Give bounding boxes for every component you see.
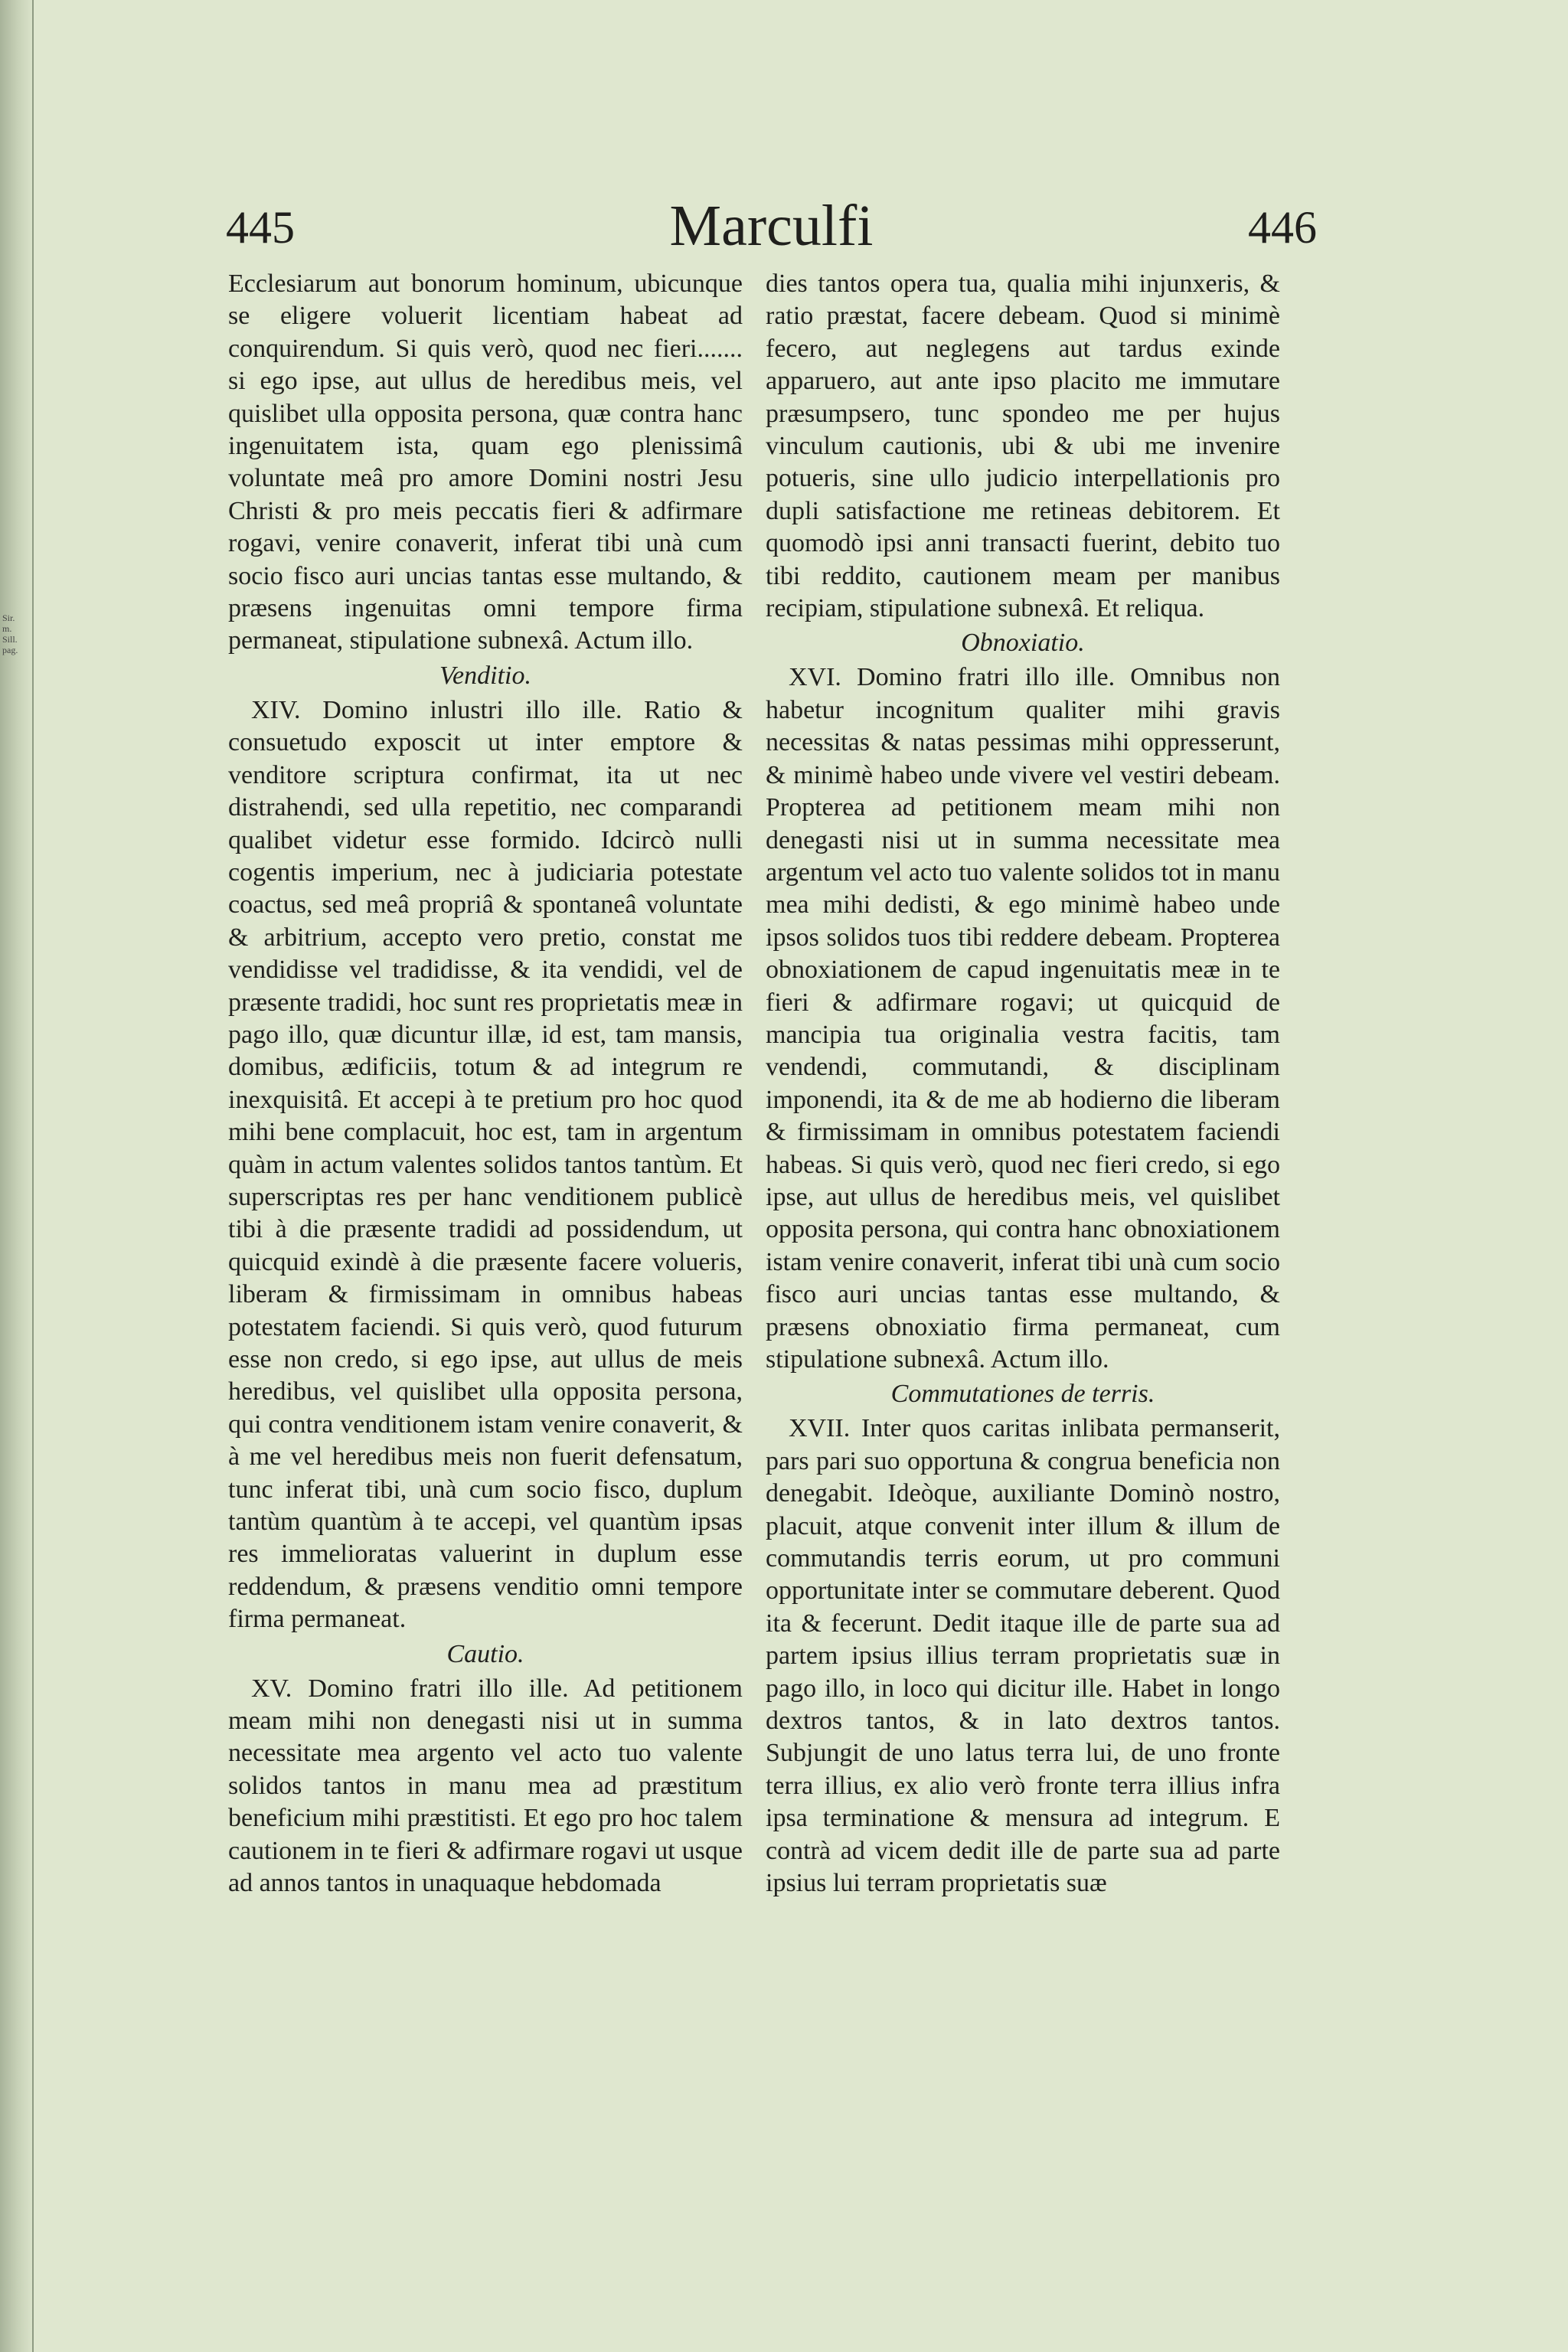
page-number-right: 446 <box>1248 202 1317 253</box>
paragraph: XVII. Inter quos caritas inlibata permanserit, pars pari suo opportuna & congrua beneficia non denegabit. Ideòque, auxiliante Dominò nostro, placuit, atque convenit inter illum & illum de commutandis terris eorum, ut pro communi opportunitate inter se commutare deberent. Quod ita & fecerunt. Dedit itaque ille de parte sua ad partem ipsius illius terram proprietatis suæ in pago illo, in loco qui dicitur ille. Habet in longo dextros tantos, & in lato dextros tantos. Subjungit de uno latus terra lui, de uno fronte terra illius, ex alio verò fronte terra illius infra ipsa terminatione & mensura ad integrum. E contrà ad vicem dedit ille de parte sua ad parte ipsius lui terram proprietatis suæ <box>766 1414 1280 1898</box>
paragraph: XVI. Domino fratri illo ille. Omnibus non habetur incognitum qualiter mihi gravis necessitas & natas pessimas mihi oppresserunt, & minimè habeo unde vivere vel vestiri debeam. Propterea ad petitionem meam mihi non denegasti nisi ut in summa necessitate mea argentum vel acto tuo valente solidos tot in manu mea mihi dedisti, & ego minimè habeo unde ipsos solidos tuos tibi reddere debeam. Propterea obnoxiationem de capud ingenuitatis meæ in te fieri & adfirmare rogavi; ut quicquid de mancipia tua originalia vestra facitis, tam vendendi, commutandi, & disciplinam imponendi, ita & de me ab hodierno die liberam & firmissimam in omnibus potestatem faciendi habeas. Si quis verò, quod nec fieri credo, si ego ipse, aut ullus de heredibus meis, vel quislibet opposita persona, qui contra hanc obnoxiationem istam venire conaverit, inferat tibi unà cum socio fisco auri uncias tantas esse multando, & præsens obnoxiatio firma permaneat, cum stipulatione subnexâ. Actum illo. <box>766 663 1280 1374</box>
section-heading: Obnoxiatio. <box>961 629 1085 658</box>
margin-note-line: m. <box>2 623 12 634</box>
paragraph: Ecclesiarum aut bonorum hominum, ubicunque se eligere voluerit licentiam habeat ad conquirendum. Si quis verò, quod nec fieri....... si ego ipse, aut ullus de heredibus meis, vel quislibet ulla opposita persona, quæ contra hanc ingenuitatem ista, quam ego plenissimâ voluntate meâ pro amore Domini nostri Jesu Christi & pro meis peccatis fieri & adfirmare rogavi, venire conaverit, inferat tibi unà cum socio fisco auri uncias tantas esse multando, & præsens ingenuitas omni tempore firma permaneat, stipulatione subnexâ. Actum illo. <box>228 270 743 655</box>
paragraph: XV. Domino fratri illo ille. Ad petitionem meam mihi non denegasti nisi ut in summa necessitate mea argento vel acto tuo valente solidos tantos in manu mea ad præstitum beneficium mihi præstitisti. Et ego pro hoc talem cautionem in te fieri & adfirmare rogavi ut usque ad annos tantos in unaquaque hebdomada <box>228 1674 743 1898</box>
margin-note-line: Sir. <box>2 612 15 623</box>
margin-note <box>2 612 30 655</box>
page-number-left: 445 <box>226 202 295 253</box>
book-gutter <box>0 0 34 2352</box>
text-column-left <box>228 268 743 1900</box>
section-heading: Venditio. <box>439 661 531 690</box>
section-heading: Commutationes de terris. <box>890 1380 1155 1409</box>
section-heading: Cautio. <box>446 1639 524 1668</box>
margin-note-line: pag. <box>2 645 18 655</box>
running-title: Marculfi <box>669 194 874 258</box>
paragraph: XIV. Domino inlustri illo ille. Ratio & consuetudo exposcit ut inter emptore & venditore scriptura confirmat, ita ut nec distrahendi, sed ulla repetitio, nec comparandi qualibet videtur esse formido. Idcircò nulli cogentis imperium, nec à judiciaria potestate coactus, sed meâ propriâ & spontaneâ voluntate & arbitrium, accepto vero pretio, constat me vendidisse vel tradidisse, & ita vendidi, vel de præsente tradidi, hoc sunt res proprietatis meæ in pago illo, quæ dicuntur illæ, id est, tam mansis, domibus, ædificiis, totum & ad integrum re inexquisitâ. Et accepi à te pretium pro hoc quod mihi bene complacuit, hoc est, tam in argentum quàm in actum valentes solidos tantos tantùm. Et superscriptas res per hanc venditionem publicè tibi à die præsente tradidi ad possidendum, ut quicquid exindè à die præsente facere volueris, liberam & firmissimam in omnibus habeas potestatem faciendi. Si quis verò, quod futurum esse non credo, si ego ipse, aut ullus de meis heredibus, vel quislibet ulla opposita persona, qui contra venditionem istam venire conaverit, & à me vel heredibus meis non fuerit defensatum, tunc inferat tibi, unà cum socio fisco, duplum tantùm quantùm à te accepi, vel quantùm ipsas res immelioratas valuerint in duplum esse reddendum, & præsens venditio omni tempore firma permaneat. <box>228 695 743 1634</box>
text-column-right <box>766 268 1280 1900</box>
margin-note-line: Sill. <box>2 634 18 645</box>
paragraph: dies tantos opera tua, qualia mihi injunxeris, & ratio præstat, facere debeam. Quod si minimè fecero, aut neglegens aut tardus exinde apparuero, aut ante ipso placito me immutare præsumpsero, tunc spondeo me per hujus vinculum cautionis, ubi & ubi me invenire potueris, sine ullo judicio interpellationis pro dupli satisfactione me retineas debitorem. Et quomodò ipsi anni transacti fuerint, debito tuo tibi reddito, cautionem meam per manibus recipiam, stipulatione subnexâ. Et reliqua. <box>766 270 1280 623</box>
page-header <box>226 191 1317 260</box>
